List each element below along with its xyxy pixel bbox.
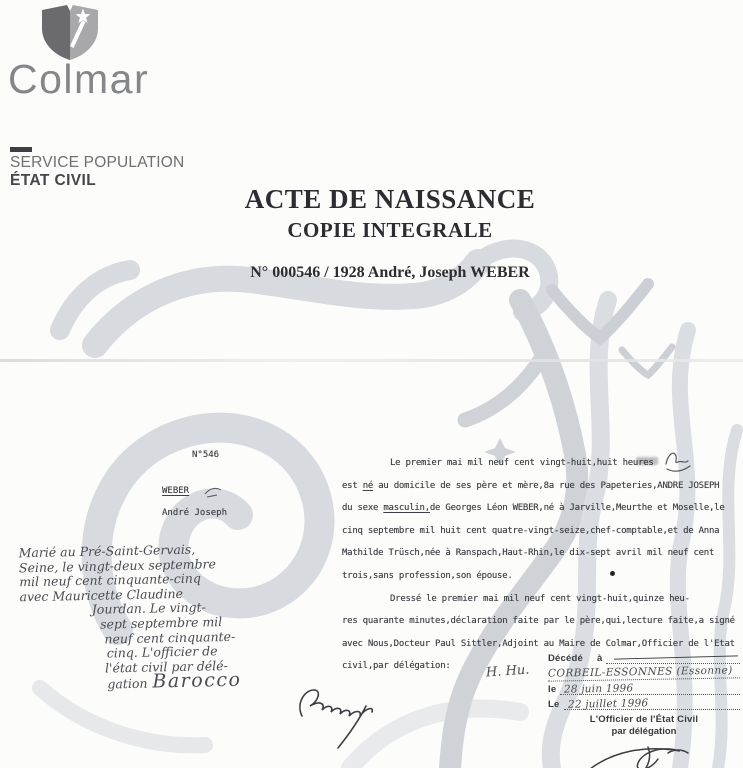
margin-scribble (204, 484, 224, 500)
etat-civil-label: ÉTAT CIVIL (10, 172, 97, 189)
typed-line: Mathilde Trüsch,née à Ranspach,Haut-Rhin,le dix-sept avril mil neuf cent (342, 548, 715, 559)
officer-delegation-line: par délégation (611, 726, 677, 737)
document-subtitle: COPIE INTEGRALE (287, 218, 493, 242)
deceased-label: Décédé (548, 653, 583, 664)
marginal-marriage-note (18, 542, 241, 695)
ink-dot (610, 571, 615, 576)
typed-line: Le premier mai mil neuf cent vingt-huit,huit heures (390, 458, 654, 468)
marginal-note-line: cinq. L'officier de (106, 643, 218, 661)
colmar-wordmark: Colmar (8, 56, 150, 102)
death-date-row (548, 683, 740, 695)
death-date-label: le (548, 684, 557, 695)
overtyped-text-smudge (636, 457, 658, 465)
officer-signature (584, 739, 704, 768)
typed-line: du sexe masculin,de Georges Léon WEBER,né à Jarville,Meurthe et Moselle,le (342, 503, 725, 514)
marginal-note-line: gation Barocco (107, 669, 242, 693)
margin-given-names: André Joseph (162, 508, 228, 518)
mention-date-line (564, 698, 741, 710)
typed-line: est né au domicile de ses père et mère,8a rue des Papeteries,ANDRE JOSEPH (342, 480, 720, 491)
mention-date-value: 22 juillet 1996 (567, 697, 648, 711)
officer-title-line: L'Officier de l'État Civil (589, 714, 699, 725)
mention-date-label: Le (548, 699, 560, 710)
death-date-value: 28 juin 1996 (564, 682, 634, 696)
at-label: à (597, 653, 603, 664)
deceased-dotted-line (606, 652, 740, 664)
typed-line: res quarante minutes,déclaration faite par le père,qui,lecture faite,a signé (342, 616, 735, 627)
death-place-value: CORBEIL-ESSONNES (Essonne) (548, 664, 740, 681)
act-reference: N° 000546 / 1928 André, Joseph WEBER (250, 264, 530, 281)
marginal-note-line: sept septembre mil (99, 614, 223, 632)
death-stamp (548, 652, 740, 768)
service-population-label: SERVICE POPULATION (10, 154, 185, 171)
marginal-note-line: avec Mauricette Claudine (19, 585, 184, 605)
document-title: ACTE DE NAISSANCE (244, 184, 536, 214)
marginal-note-line: Jourdan. Le vingt- (91, 599, 206, 618)
margin-act-number: N°546 (192, 450, 220, 460)
typed-line: avec Nous,Docteur Paul Sittler,Adjoint au Maire de Colmar,Officier de l'Etat (342, 638, 735, 649)
paper-fold-line (0, 359, 743, 362)
deceased-row (548, 652, 740, 664)
typed-line: cinq septembre mil huit cent quatre-vingt-seize,chef-comptable,et de Anna (342, 525, 720, 536)
marginal-note-line: l'état civil par délé- (104, 657, 228, 676)
marginal-note-line: Seine, le vingt-deux septembre (18, 555, 217, 575)
title-block (60, 184, 720, 282)
header-dash (10, 147, 32, 152)
marginal-note-line: Marié au Pré-Saint-Gervais, (18, 541, 196, 561)
handwritten-correction-mark (664, 448, 694, 474)
marginal-note-line: mil neuf cent cinquante-cinq (19, 570, 202, 590)
typed-line: trois,sans profession,son épouse. (342, 570, 513, 581)
margin-surname: WEBER (162, 486, 190, 496)
officiant-initials: H. Hu. (485, 662, 530, 681)
typed-line: civil,par délégation: (342, 661, 451, 672)
death-date-line (560, 683, 740, 695)
barocco-signature: Barocco (152, 669, 242, 693)
colmar-shield-logo (38, 2, 102, 64)
marginal-note-line: neuf cent cinquante- (104, 628, 236, 647)
typed-line: Dressé le premier mai mil neuf cent vingt-huit,quinze heu- (390, 593, 690, 604)
mention-date-row (548, 698, 740, 710)
declarant-signature (288, 682, 408, 752)
typed-act-text (342, 452, 735, 678)
